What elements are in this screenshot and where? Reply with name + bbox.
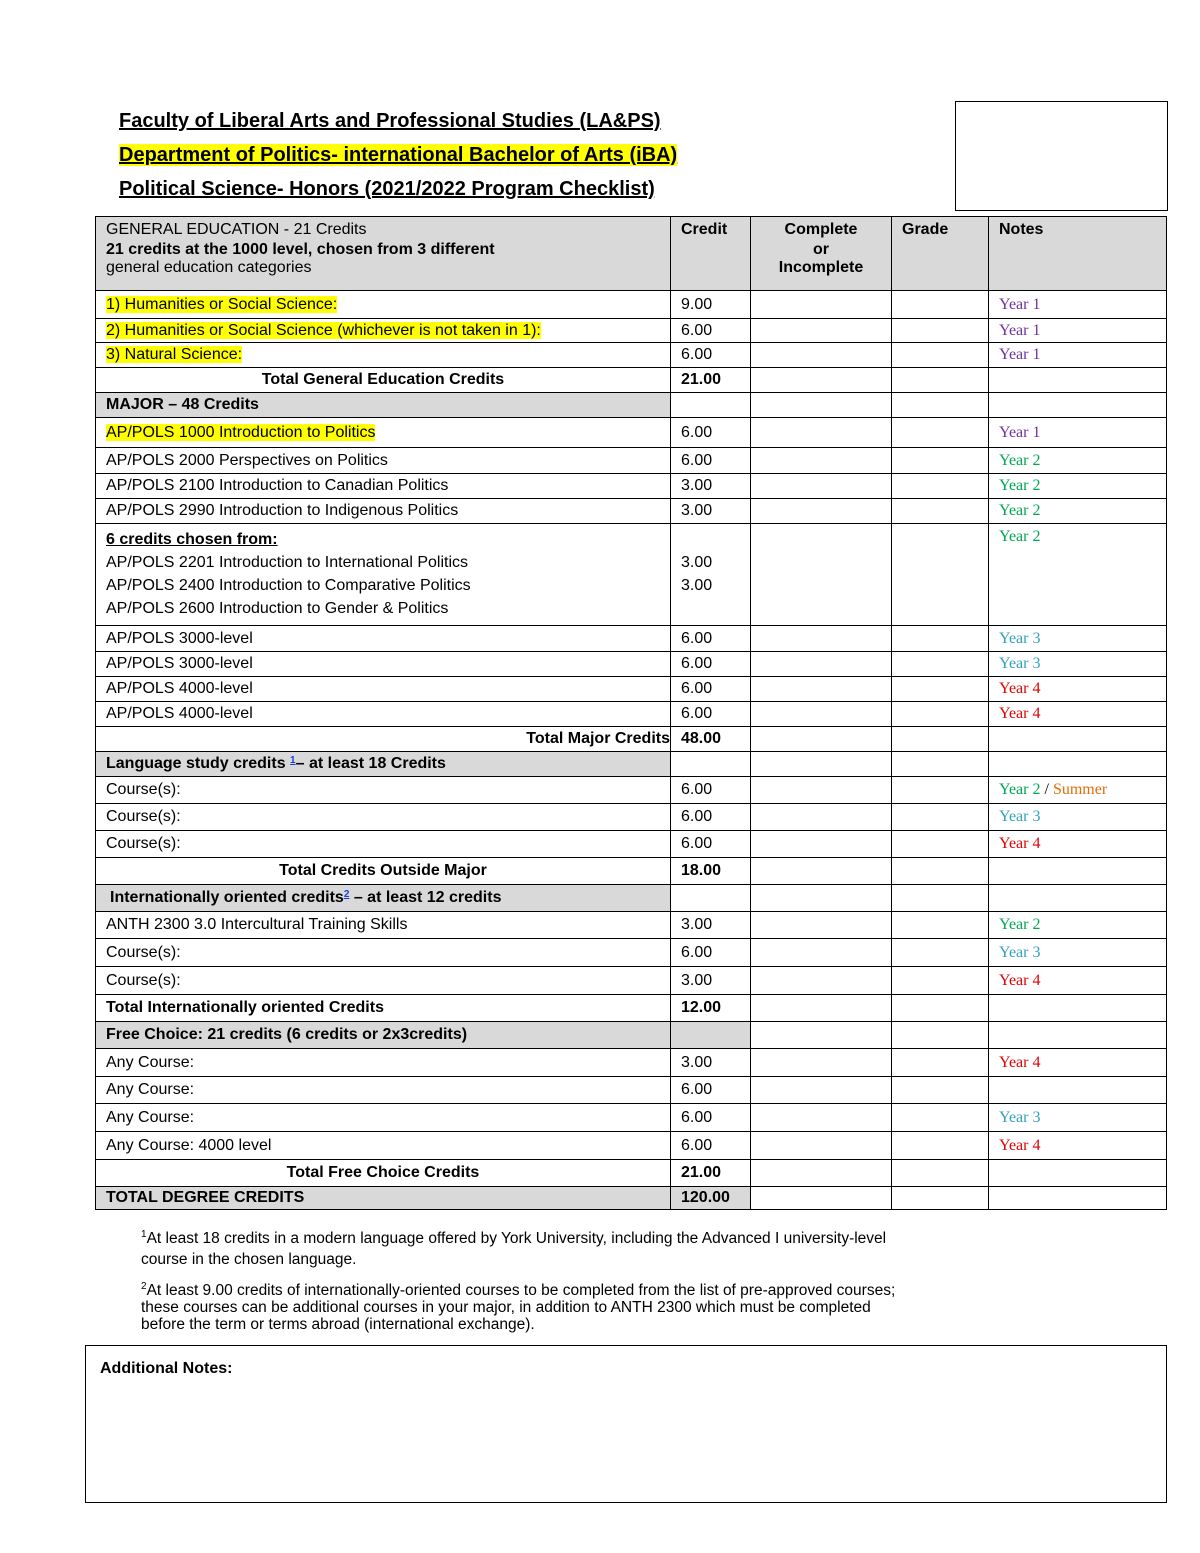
corner-box xyxy=(955,101,1168,211)
gen-ed-desc-2: general education categories xyxy=(106,259,312,276)
complete-cell[interactable] xyxy=(751,967,892,995)
empty-cell xyxy=(892,752,989,777)
row-note: Year 4 xyxy=(989,677,1167,702)
grade-cell[interactable] xyxy=(892,499,989,524)
gen-ed-title: GENERAL EDUCATION - 21 Credits xyxy=(106,221,367,238)
row-credit: 6.00 xyxy=(671,939,751,967)
row-credit: 6.00 xyxy=(671,652,751,677)
intl-total-label: Total Internationally oriented Credits xyxy=(96,995,671,1022)
program-checklist-table xyxy=(95,216,1167,1210)
grade-cell[interactable] xyxy=(892,677,989,702)
row-note: Year 2 xyxy=(989,912,1167,939)
major-total-label: Total Major Credits xyxy=(96,727,671,752)
complete-cell[interactable] xyxy=(751,702,892,727)
complete-cell[interactable] xyxy=(751,1132,892,1160)
complete-cell[interactable] xyxy=(751,319,892,343)
section-header-row xyxy=(96,885,1167,912)
table-row xyxy=(96,831,1167,858)
empty-cell xyxy=(892,995,989,1022)
choice-row xyxy=(96,524,1167,626)
row-label: Any Course: xyxy=(96,1049,671,1077)
free-choice-title: Free Choice: 21 credits (6 credits or 2x3credits) xyxy=(96,1022,671,1049)
row-label: Course(s): xyxy=(96,777,671,804)
row-credit: 6.00 xyxy=(671,777,751,804)
grade-cell[interactable] xyxy=(892,777,989,804)
grade-cell[interactable] xyxy=(892,626,989,652)
grade-cell[interactable] xyxy=(892,702,989,727)
choice-option: AP/POLS 2201 Introduction to International Politics xyxy=(106,554,468,571)
empty-cell xyxy=(751,1022,892,1049)
row-credit: 3.00 xyxy=(671,912,751,939)
table-row xyxy=(96,1104,1167,1132)
empty-cell xyxy=(989,858,1167,885)
row-note: Year 1 xyxy=(989,291,1167,319)
empty-cell xyxy=(892,1187,989,1210)
complete-cell[interactable] xyxy=(751,677,892,702)
row-credit: 6.00 xyxy=(671,677,751,702)
row-label: AP/POLS 1000 Introduction to Politics xyxy=(96,418,671,448)
gen-ed-header-cell xyxy=(96,217,671,291)
row-credit: 6.00 xyxy=(671,626,751,652)
faculty-title: Faculty of Liberal Arts and Professional Studies (LA&PS) xyxy=(119,110,661,132)
table-row xyxy=(96,291,1167,319)
complete-cell[interactable] xyxy=(751,912,892,939)
row-label: Course(s): xyxy=(96,939,671,967)
grade-cell[interactable] xyxy=(892,1077,989,1104)
total-row xyxy=(96,1160,1167,1187)
empty-cell xyxy=(989,1022,1167,1049)
program-title: Political Science- Honors (2021/2022 Program Checklist) xyxy=(119,178,655,200)
empty-cell xyxy=(751,858,892,885)
choice-option: AP/POLS 2600 Introduction to Gender & Politics xyxy=(106,600,449,617)
grade-cell[interactable] xyxy=(892,418,989,448)
complete-cell[interactable] xyxy=(751,1049,892,1077)
empty-cell xyxy=(751,1187,892,1210)
total-row xyxy=(96,995,1167,1022)
or-label: or xyxy=(813,241,829,258)
row-label: Course(s): xyxy=(96,967,671,995)
empty-cell xyxy=(892,368,989,393)
empty-cell xyxy=(989,752,1167,777)
section-header-row xyxy=(96,393,1167,418)
footnote-2: $^2$At least 9.00 credits of internationally-oriented courses to be completed from the list of pre-approved courses; these courses can be additional courses in your major, in addition to ANTH 2300 which must be completed before the term or terms abroad (international exchange). xyxy=(141,1281,896,1334)
total-row xyxy=(96,727,1167,752)
row-note: Year 3 xyxy=(989,652,1167,677)
table-row xyxy=(96,1077,1167,1104)
table-row xyxy=(96,777,1167,804)
empty-cell xyxy=(751,752,892,777)
footnote-ref-1[interactable]: 1 xyxy=(290,755,296,766)
table-row xyxy=(96,804,1167,831)
degree-total-label: TOTAL DEGREE CREDITS xyxy=(96,1187,671,1210)
notes-col-header: Notes xyxy=(989,217,1167,291)
row-note: Year 2 xyxy=(989,474,1167,499)
grade-cell[interactable] xyxy=(892,804,989,831)
row-credit: 3.00 xyxy=(671,967,751,995)
grade-cell[interactable] xyxy=(892,448,989,474)
row-note: Year 1 xyxy=(989,319,1167,343)
row-credit: 6.00 xyxy=(671,319,751,343)
row-note: Year 4 xyxy=(989,1049,1167,1077)
grade-col-header: Grade xyxy=(892,217,989,291)
empty-cell xyxy=(989,368,1167,393)
complete-cell[interactable] xyxy=(751,474,892,499)
grade-cell[interactable] xyxy=(892,474,989,499)
row-note xyxy=(989,1077,1167,1104)
footnotes xyxy=(141,1224,895,1341)
row-credit: 6.00 xyxy=(671,702,751,727)
table-row xyxy=(96,652,1167,677)
grade-cell[interactable] xyxy=(892,1049,989,1077)
grade-cell[interactable] xyxy=(892,831,989,858)
choice-cell xyxy=(96,524,671,626)
row-note: Year 1 xyxy=(989,418,1167,448)
table-row xyxy=(96,343,1167,368)
complete-cell[interactable] xyxy=(751,777,892,804)
empty-cell xyxy=(671,1022,751,1049)
empty-cell xyxy=(751,885,892,912)
language-total-label: Total Credits Outside Major xyxy=(96,858,671,885)
table-row xyxy=(96,448,1167,474)
row-label: AP/POLS 3000-level xyxy=(96,652,671,677)
complete-cell[interactable] xyxy=(751,499,892,524)
additional-notes-box[interactable] xyxy=(85,1345,1167,1503)
choice-title: 6 credits chosen from: xyxy=(106,531,278,548)
empty-cell xyxy=(751,1160,892,1187)
empty-cell xyxy=(751,995,892,1022)
intl-title: Internationally oriented credits$^2$ – at least 12 credits xyxy=(96,885,671,912)
row-note: Year 4 xyxy=(989,1132,1167,1160)
row-note: Year 2 xyxy=(989,524,1167,626)
row-note: Year 3 xyxy=(989,804,1167,831)
empty-cell xyxy=(989,393,1167,418)
row-label: AP/POLS 4000-level xyxy=(96,702,671,727)
row-credit: 6.00 xyxy=(671,343,751,368)
row-label: 1) Humanities or Social Science: xyxy=(96,291,671,319)
degree-total-row xyxy=(96,1187,1167,1210)
complete-cell[interactable] xyxy=(751,1104,892,1132)
table-row xyxy=(96,912,1167,939)
row-note: Year 3 xyxy=(989,939,1167,967)
row-credit: 6.00 xyxy=(671,418,751,448)
row-credit: 6.00 xyxy=(671,804,751,831)
row-label: Course(s): xyxy=(96,804,671,831)
complete-cell[interactable] xyxy=(751,804,892,831)
row-label: AP/POLS 4000-level xyxy=(96,677,671,702)
row-note: Year 2 xyxy=(989,448,1167,474)
total-row xyxy=(96,858,1167,885)
row-credit: 6.00 xyxy=(671,831,751,858)
grade-cell[interactable] xyxy=(892,524,989,626)
table-row xyxy=(96,626,1167,652)
row-label: Any Course: xyxy=(96,1104,671,1132)
row-credit: 6.00 xyxy=(671,1104,751,1132)
complete-label: Complete xyxy=(784,221,858,238)
empty-cell xyxy=(671,752,751,777)
empty-cell xyxy=(671,393,751,418)
row-label: AP/POLS 2990 Introduction to Indigenous Politics xyxy=(96,499,671,524)
grade-cell[interactable] xyxy=(892,939,989,967)
row-credit: 6.00 xyxy=(671,1132,751,1160)
gen-ed-desc-1: 21 credits at the 1000 level, chosen from 3 different xyxy=(106,241,495,258)
row-credit: 3.00 xyxy=(671,499,751,524)
row-label: AP/POLS 2100 Introduction to Canadian Politics xyxy=(96,474,671,499)
empty-cell xyxy=(989,885,1167,912)
grade-cell[interactable] xyxy=(892,1132,989,1160)
empty-cell xyxy=(892,1022,989,1049)
table-row xyxy=(96,319,1167,343)
complete-cell[interactable] xyxy=(751,418,892,448)
row-note: Year 3 xyxy=(989,626,1167,652)
empty-cell xyxy=(892,393,989,418)
free-total-value: 21.00 xyxy=(671,1160,751,1187)
free-total-label: Total Free Choice Credits xyxy=(96,1160,671,1187)
language-total-value: 18.00 xyxy=(671,858,751,885)
department-title: Department of Politics- international Bachelor of Arts (iBA) xyxy=(119,144,678,166)
empty-cell xyxy=(989,1187,1167,1210)
complete-cell[interactable] xyxy=(751,1077,892,1104)
footnote-1: $^1$At least 18 credits in a modern language offered by York University, including the Advanced I university-level course in the chosen language. xyxy=(141,1229,887,1269)
empty-cell xyxy=(892,727,989,752)
row-credit: 3.00 xyxy=(671,1049,751,1077)
incomplete-label: Incomplete xyxy=(778,259,864,276)
row-note: Year 2 xyxy=(989,499,1167,524)
row-credit: 6.00 xyxy=(671,448,751,474)
table-row xyxy=(96,1132,1167,1160)
empty-cell xyxy=(892,858,989,885)
row-note: Year 4 xyxy=(989,702,1167,727)
additional-notes-label: Additional Notes: xyxy=(100,1360,233,1377)
row-label: AP/POLS 2000 Perspectives on Politics xyxy=(96,448,671,474)
complete-cell[interactable] xyxy=(751,291,892,319)
empty-cell xyxy=(671,885,751,912)
empty-cell xyxy=(892,885,989,912)
credit-col-header: Credit xyxy=(671,217,751,291)
major-total-value: 48.00 xyxy=(671,727,751,752)
empty-cell xyxy=(989,1160,1167,1187)
row-note: Year 4 xyxy=(989,831,1167,858)
complete-cell[interactable] xyxy=(751,524,892,626)
grade-cell[interactable] xyxy=(892,291,989,319)
row-credit: 3.00 xyxy=(671,474,751,499)
choice-credit-cell xyxy=(671,524,751,626)
table-row xyxy=(96,474,1167,499)
row-note: Year 2 / Summer xyxy=(989,777,1167,804)
table-row xyxy=(96,499,1167,524)
choice-option: AP/POLS 2400 Introduction to Comparative Politics xyxy=(106,577,471,594)
grade-cell[interactable] xyxy=(892,652,989,677)
section-header-row xyxy=(96,752,1167,777)
row-credit: 9.00 xyxy=(671,291,751,319)
complete-cell[interactable] xyxy=(751,831,892,858)
intl-total-value: 12.00 xyxy=(671,995,751,1022)
table-row xyxy=(96,939,1167,967)
grade-cell[interactable] xyxy=(892,967,989,995)
empty-cell xyxy=(892,1160,989,1187)
row-label: ANTH 2300 3.0 Intercultural Training Skills xyxy=(96,912,671,939)
gen-ed-total-label: Total General Education Credits xyxy=(96,368,671,393)
row-credit: 6.00 xyxy=(671,1077,751,1104)
empty-cell xyxy=(989,727,1167,752)
gen-ed-total-value: 21.00 xyxy=(671,368,751,393)
footnote-ref-2[interactable]: 2 xyxy=(343,889,350,900)
table-row xyxy=(96,1049,1167,1077)
grade-cell[interactable] xyxy=(892,343,989,368)
complete-cell[interactable] xyxy=(751,626,892,652)
complete-col-header xyxy=(751,217,892,291)
empty-cell xyxy=(989,995,1167,1022)
empty-cell xyxy=(751,393,892,418)
document-header xyxy=(119,104,677,206)
table-header-row xyxy=(96,217,1167,291)
choice-credit: 3.00 xyxy=(681,577,713,594)
complete-cell[interactable] xyxy=(751,652,892,677)
complete-cell[interactable] xyxy=(751,448,892,474)
row-note: Year 3 xyxy=(989,1104,1167,1132)
table-row xyxy=(96,967,1167,995)
row-note: Year 1 xyxy=(989,343,1167,368)
language-title: Language study credits $^1$– at least 18 Credits xyxy=(96,752,671,777)
row-note: Year 4 xyxy=(989,967,1167,995)
table-row xyxy=(96,702,1167,727)
grade-cell[interactable] xyxy=(892,1104,989,1132)
grade-cell[interactable] xyxy=(892,319,989,343)
choice-credit: 3.00 xyxy=(681,554,713,571)
complete-cell[interactable] xyxy=(751,343,892,368)
grade-cell[interactable] xyxy=(892,912,989,939)
row-label: 3) Natural Science: xyxy=(96,343,671,368)
row-label: Any Course: xyxy=(96,1077,671,1104)
table-row xyxy=(96,418,1167,448)
row-label: 2) Humanities or Social Science (whichever is not taken in 1): xyxy=(96,319,671,343)
row-label: Any Course: 4000 level xyxy=(96,1132,671,1160)
total-row xyxy=(96,368,1167,393)
empty-cell xyxy=(751,727,892,752)
section-header-row xyxy=(96,1022,1167,1049)
empty-cell xyxy=(751,368,892,393)
degree-total-value: 120.00 xyxy=(671,1187,751,1210)
table-row xyxy=(96,677,1167,702)
row-label: Course(s): xyxy=(96,831,671,858)
complete-cell[interactable] xyxy=(751,939,892,967)
row-label: AP/POLS 3000-level xyxy=(96,626,671,652)
major-title: MAJOR – 48 Credits xyxy=(96,393,671,418)
